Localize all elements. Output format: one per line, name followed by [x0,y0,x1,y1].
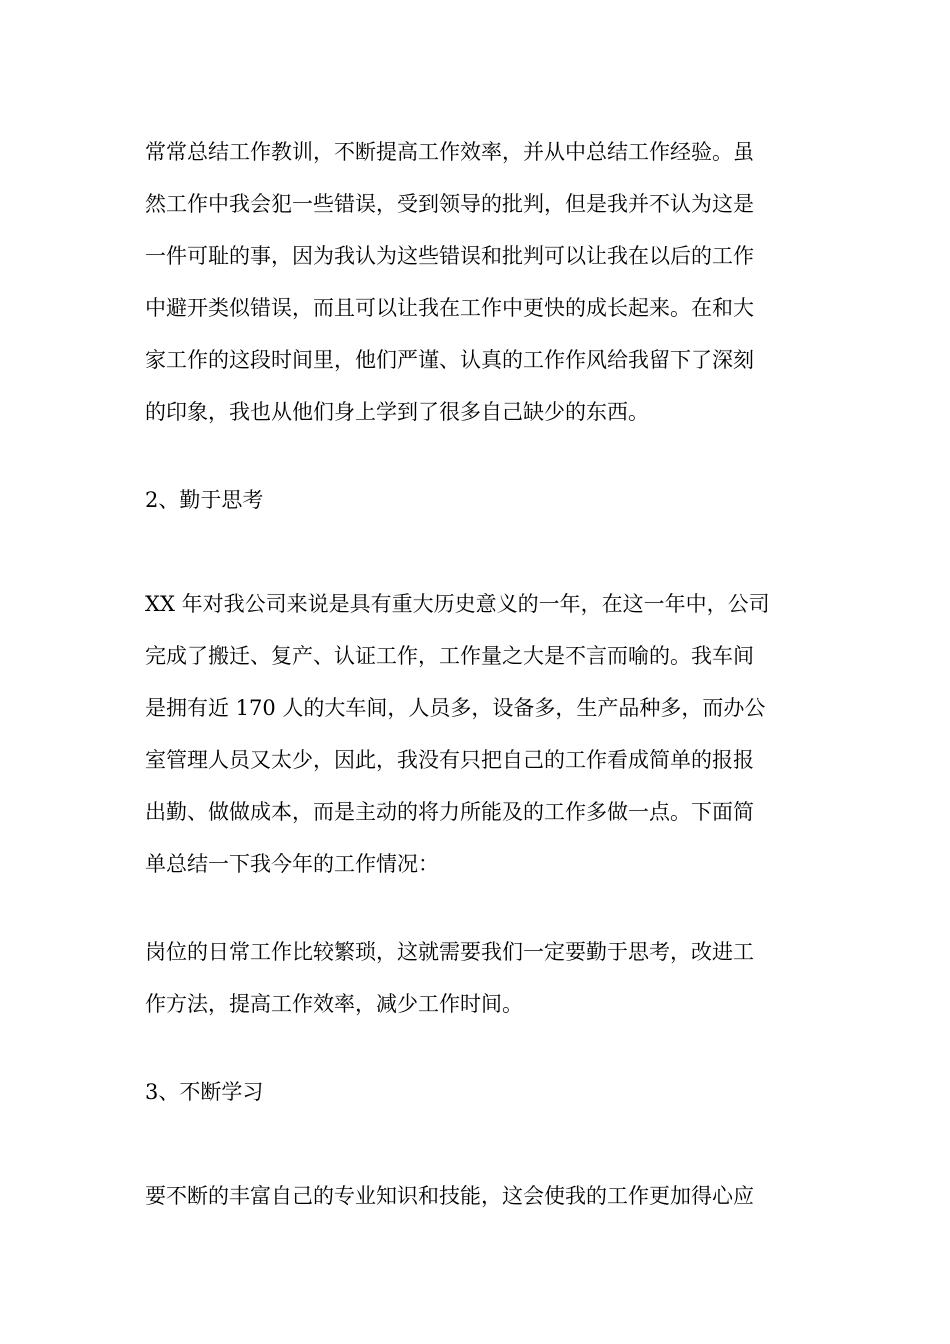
section-heading-think [145,474,805,526]
paragraph-line: 岗位的日常工作比较繁琐，这就需要我们一定要勤于思考，改进工 [145,940,754,964]
paragraph-knowledge [145,1170,805,1222]
paragraph-line: 家工作的这段时间里，他们严谨、认真的工作作风给我留下了深刻 [145,348,754,372]
paragraph-line: 完成了搬迁、复产、认证工作，工作量之大是不言而喻的。我车间 [145,644,754,668]
paragraph-daily-work [145,926,805,1030]
paragraph-line: 一件可耻的事，因为我认为这些错误和批判可以让我在以后的工作 [145,244,754,268]
paragraph-line: XX 年对我公司来说是具有重大历史意义的一年，在这一年中，公司 [145,592,770,616]
paragraph-work-summary [145,126,805,438]
paragraph-line: 单总结一下我今年的工作情况： [145,852,439,876]
paragraph-line: 要不断的丰富自己的专业知识和技能，这会使我的工作更加得心应 [145,1184,754,1208]
paragraph-line: 是拥有近 170 人的大车间，人员多，设备多，生产品种多，而办公 [145,696,766,720]
paragraph-line: 室管理人员又太少，因此，我没有只把自己的工作看成简单的报报 [145,748,754,772]
paragraph-line: 中避开类似错误，而且可以让我在工作中更快的成长起来。在和大 [145,296,754,320]
section-heading-learn [145,1066,805,1118]
paragraph-line: 作方法，提高工作效率，减少工作时间。 [145,992,523,1016]
heading-text: 3、不断学习 [145,1080,264,1104]
paragraph-line: 常常总结工作教训，不断提高工作效率，并从中总结工作经验。虽 [145,140,754,164]
paragraph-line: 然工作中我会犯一些错误，受到领导的批判，但是我并不认为这是 [145,192,754,216]
paragraph-line: 出勤、做做成本，而是主动的将力所能及的工作多做一点。下面简 [145,800,754,824]
heading-text: 2、勤于思考 [145,488,264,512]
paragraph-line: 的印象，我也从他们身上学到了很多自己缺少的东西。 [145,400,649,424]
paragraph-company-year [145,578,805,890]
